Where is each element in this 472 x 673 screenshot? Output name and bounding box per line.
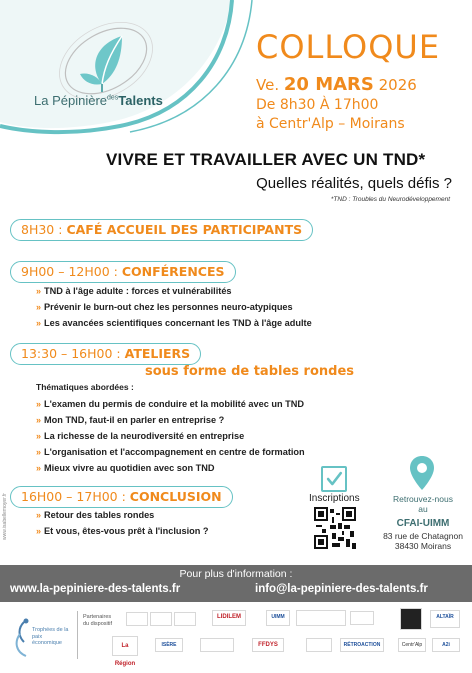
- trophees-label: Trophées de la paix économique: [32, 627, 69, 646]
- conferences-list: [36, 283, 312, 331]
- sub-heading: Quelles réalités, quels défis ?: [256, 175, 452, 192]
- partner-logo-retroaction: RÉTROACTION: [340, 638, 384, 652]
- email-link[interactable]: info@la-pepiniere-des-talents.fr: [255, 583, 428, 595]
- main-heading: VIVRE ET TRAVAILLER AVEC UN TND*: [106, 150, 426, 169]
- ateliers-pill: [10, 343, 201, 365]
- chevron-icon: »: [36, 447, 40, 457]
- checkmark-icon: [321, 466, 347, 492]
- atelier-item: Mieux vivre au quotidien avec son TND: [44, 463, 215, 473]
- ateliers-list: [36, 396, 305, 476]
- conclusion-item: Retour des tables rondes: [44, 510, 155, 520]
- atelier-item: L'examen du permis de conduire et la mobilité avec un TND: [44, 399, 305, 409]
- conclusion-pill: [10, 486, 233, 508]
- website-link[interactable]: www.la-pepiniere-des-talents.fr: [10, 583, 181, 595]
- chevron-icon: »: [36, 302, 40, 312]
- cafe-label: CAFÉ ACCUEIL DES PARTICIPANTS: [66, 222, 303, 237]
- partner-logo-altair: ALTAÏR: [430, 610, 460, 628]
- partner-logo-ars: [150, 612, 172, 626]
- partner-logo-fondation: [200, 638, 234, 652]
- atelier-item: L'organisation et l'accompagnement en centre de formation: [44, 447, 305, 457]
- conclusion-time: 16H00 – 17H00: [21, 489, 118, 504]
- chevron-icon: »: [36, 399, 40, 409]
- info-title: Pour plus d'information :: [179, 568, 293, 580]
- partners-label-line2: du dispositif: [83, 621, 113, 627]
- venue-address: [380, 531, 466, 551]
- cafe-pill: [10, 219, 313, 241]
- event-year: 2026: [378, 76, 417, 94]
- registration-label: Inscriptions: [309, 493, 360, 504]
- event-date-main: 20 MARS: [283, 74, 374, 95]
- chevron-icon: »: [36, 510, 40, 520]
- event-hours: De 8h30 À 17h00: [256, 97, 379, 113]
- conference-item: TND à l'âge adulte : forces et vulnérabilités: [44, 286, 232, 296]
- venue-street: 83 rue de Chatagnon: [383, 531, 463, 541]
- cafe-time: 8H30: [21, 222, 55, 237]
- list-item: [36, 444, 305, 460]
- partner-logo-lidilem: LIDILEM: [212, 610, 246, 626]
- atelier-item: La richesse de la neurodiversité en entreprise: [44, 431, 245, 441]
- logo-name-suffix: Talents: [118, 93, 163, 108]
- venue-name: CFAI-UIMM: [396, 518, 450, 529]
- partner-logo-region: La Région: [112, 636, 138, 656]
- ateliers-time: 13:30 – 16H00: [21, 346, 113, 361]
- ateliers-subtitle: sous forme de tables rondes: [145, 364, 355, 379]
- event-place: à Centr'Alp – Moirans: [256, 116, 405, 132]
- location-pin-icon: [410, 456, 434, 490]
- partner-logo-rf2: [350, 611, 374, 625]
- conferences-sep: :: [109, 264, 122, 279]
- chevron-icon: »: [36, 318, 40, 328]
- partner-logo-dd: [296, 610, 346, 626]
- partner-logo-a2i: A2i: [432, 638, 460, 652]
- partner-logo-uimm: UIMM: [266, 610, 290, 626]
- partner-logo-centralp: Centr'Alp: [398, 638, 426, 652]
- list-item: [36, 428, 305, 444]
- conferences-pill: [10, 261, 236, 283]
- partner-logo-gouv: [126, 612, 148, 626]
- cafe-sep: :: [54, 222, 67, 237]
- list-item: [36, 396, 305, 412]
- location-lead-line1: Retrouvez-nous: [392, 494, 453, 504]
- tnd-footnote: *TND : Troubles du Neurodéveloppement: [330, 196, 450, 203]
- chevron-icon: »: [36, 526, 40, 536]
- conclusion-sep: :: [117, 489, 130, 504]
- conference-item: Prévenir le burn-out chez les personnes neuro-atypiques: [44, 302, 293, 312]
- ateliers-label: ATELIERS: [124, 346, 191, 361]
- conclusion-list: [36, 507, 209, 539]
- chevron-icon: »: [36, 463, 40, 473]
- partners-label: [83, 614, 112, 628]
- logo-name-prefix: La Pépinière: [34, 93, 107, 108]
- partner-logo-rf: [174, 612, 196, 626]
- partners-divider: [77, 611, 78, 659]
- conferences-time: 9H00 – 12H00: [21, 264, 110, 279]
- logo-name-des: des: [107, 94, 119, 102]
- venue-city: 38430 Moirans: [394, 541, 452, 551]
- conference-item: Les avancées scientifiques concernant les TND à l'âge adulte: [44, 318, 312, 328]
- partner-logo-ffdys: FFDYS: [252, 638, 284, 652]
- chevron-icon: »: [36, 415, 40, 425]
- list-item: [36, 315, 312, 331]
- location-lead-line2: au: [418, 504, 428, 514]
- chevron-icon: »: [36, 431, 40, 441]
- list-item: [36, 299, 312, 315]
- partner-logo-dark: [400, 608, 422, 630]
- conclusion-item: Et vous, êtes-vous prêt à l'inclusion ?: [44, 526, 209, 536]
- event-date: [256, 74, 417, 95]
- qr-code-icon[interactable]: [314, 507, 356, 549]
- list-item: [36, 283, 312, 299]
- logo-wordmark: [34, 93, 163, 108]
- conferences-label: CONFÉRENCES: [121, 264, 225, 279]
- side-credit: www.isabellemoyer.fr: [2, 493, 8, 540]
- info-band: [0, 565, 472, 602]
- partners-label-line1: Partenaires: [83, 614, 112, 620]
- list-item: [36, 507, 209, 523]
- partner-logo-initiative: [306, 638, 332, 652]
- atelier-item: Mon TND, faut-il en parler en entreprise ?: [44, 415, 225, 425]
- themes-label: Thématiques abordées :: [36, 382, 134, 392]
- chevron-icon: »: [36, 286, 40, 296]
- event-title: COLLOQUE: [256, 28, 441, 66]
- list-item: [36, 523, 209, 539]
- list-item: [36, 412, 305, 428]
- partner-logo-isere: ISÈRE: [155, 638, 183, 652]
- event-day: Ve.: [256, 76, 280, 94]
- conclusion-label: CONCLUSION: [129, 489, 222, 504]
- list-item: [36, 460, 305, 476]
- ateliers-sep: :: [112, 346, 125, 361]
- location-lead: [386, 494, 460, 514]
